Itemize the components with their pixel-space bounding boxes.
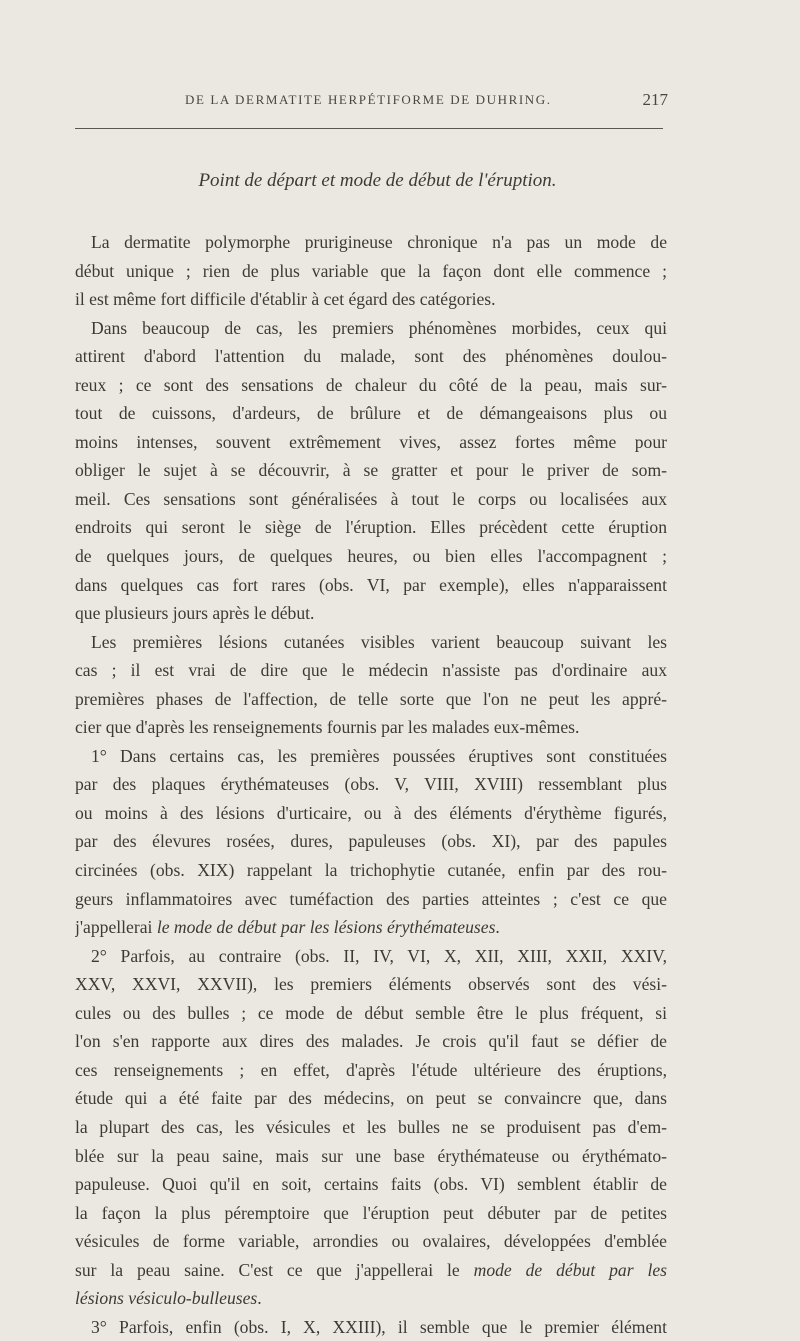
text-line <box>75 1084 667 1113</box>
text-line <box>75 1227 667 1256</box>
line-text: cier que d'après les renseignements fournis par les malades eux-mêmes. <box>75 717 580 738</box>
text-line <box>75 713 667 742</box>
line-text: 2° Parfois, au contraire (obs. II, IV, VI, X, XII, XIII, XXII, XXIV, <box>91 945 667 966</box>
line-text: reux ; ce sont des sensations de chaleur du côté de la peau, mais sur- <box>75 374 667 395</box>
line-text: de quelques jours, de quelques heures, ou bien elles l'accompagnent ; <box>75 546 667 567</box>
line-text: circinées (obs. XIX) rappelant la trichophytie cutanée, enfin par des rou- <box>75 860 667 881</box>
line-text: Dans beaucoup de cas, les premiers phénomènes morbides, ceux qui <box>91 317 667 338</box>
text-line <box>75 485 667 514</box>
text-line <box>75 228 667 257</box>
text-line <box>75 770 667 799</box>
line-text: moins intenses, souvent extrêmement vives, assez fortes même pour <box>75 431 667 452</box>
line-text: tout de cuissons, d'ardeurs, de brûlure et de démangeaisons plus ou <box>75 403 667 424</box>
text-line <box>75 1256 667 1285</box>
line-text: il est même fort difficile d'établir à cet égard des catégories. <box>75 289 496 310</box>
section-title: Point de départ et mode de début de l'éruption. <box>198 170 557 191</box>
line-text: endroits qui seront le siège de l'éruption. Elles précèdent cette éruption <box>75 517 667 538</box>
text-line <box>75 542 667 571</box>
line-text: . <box>495 917 500 938</box>
line-text: j'appellerai <box>75 917 157 938</box>
line-text: l'on s'en rapporte aux dires des malades. Je crois qu'il faut se défier de <box>75 1031 667 1052</box>
line-text: Les premières lésions cutanées visibles varient beaucoup suivant les <box>91 631 667 652</box>
text-line <box>75 1199 667 1228</box>
line-text: ces renseignements ; en effet, d'après l'étude ultérieure des éruptions, <box>75 1059 667 1080</box>
line-text: ou moins à des lésions d'urticaire, ou à des éléments d'érythème figurés, <box>75 802 667 823</box>
text-line <box>75 599 667 628</box>
line-text: . <box>257 1288 262 1309</box>
text-line <box>75 742 667 771</box>
line-text: geurs inflammatoires avec tuméfaction des parties atteintes ; c'est ce que <box>75 888 667 909</box>
line-text: premières phases de l'affection, de telle sorte que l'on ne peut les appré- <box>75 688 667 709</box>
text-line <box>75 656 667 685</box>
line-text: XXV, XXVI, XXVII), les premiers éléments observés sont des vési- <box>75 974 667 995</box>
line-text: par des élevures rosées, dures, papuleuses (obs. XI), par des papules <box>75 831 667 852</box>
text-line <box>75 942 667 971</box>
line-text: début unique ; rien de plus variable que la façon dont elle commence ; <box>75 260 667 281</box>
line-text: meil. Ces sensations sont généralisées à tout le corps ou localisées aux <box>75 488 667 509</box>
italic-text: mode de début par les <box>473 1259 667 1280</box>
italic-text: lésions vésiculo-bulleuses <box>75 1288 258 1309</box>
text-line <box>75 913 667 942</box>
line-text: étude qui a été faite par des médecins, on peut se convaincre que, dans <box>75 1088 667 1109</box>
header-rule <box>75 128 663 129</box>
text-line <box>75 885 667 914</box>
text-line <box>75 685 667 714</box>
line-text: la façon la plus péremptoire que l'éruption peut débuter par de petites <box>75 1202 667 1223</box>
text-line <box>75 342 667 371</box>
text-line <box>75 628 667 657</box>
line-text: La dermatite polymorphe prurigineuse chronique n'a pas un mode de <box>91 232 667 252</box>
text-line <box>75 1142 667 1171</box>
line-text: sur la peau saine. C'est ce que j'appellerai le <box>75 1259 474 1280</box>
text-line <box>75 1284 667 1313</box>
line-text: 1° Dans certains cas, les premières poussées éruptives sont constituées <box>91 745 667 766</box>
text-line <box>75 856 667 885</box>
line-text: papuleuse. Quoi qu'il en soit, certains faits (obs. VI) semblent établir de <box>75 1174 667 1195</box>
line-text: que plusieurs jours après le début. <box>75 603 315 624</box>
text-line <box>75 799 667 828</box>
text-line <box>75 1027 667 1056</box>
text-line <box>75 1170 667 1199</box>
text-line <box>75 1056 667 1085</box>
line-text: cules ou des bulles ; ce mode de début semble être le plus fréquent, si <box>75 1002 667 1023</box>
text-line <box>75 571 667 600</box>
line-text: 3° Parfois, enfin (obs. I, X, XXIII), il semble que le premier élément <box>91 1316 667 1337</box>
text-line <box>75 1113 667 1142</box>
line-text: cas ; il est vrai de dire que le médecin n'assiste pas d'ordinaire aux <box>75 660 667 681</box>
text-line <box>75 399 667 428</box>
line-text: dans quelques cas fort rares (obs. VI, par exemple), elles n'apparaissent <box>75 574 667 595</box>
text-line <box>75 970 667 999</box>
page-header <box>75 92 680 116</box>
text-line <box>75 1313 667 1341</box>
line-text: par des plaques érythémateuses (obs. V, VIII, XVIII) ressemblant plus <box>75 774 667 795</box>
text-line <box>75 257 667 286</box>
line-text: blée sur la peau saine, mais sur une base érythémateuse ou érythémato- <box>75 1145 667 1166</box>
line-text: obliger le sujet à se découvrir, à se gratter et pour le priver de som- <box>75 460 667 481</box>
page-number: 217 <box>642 90 668 109</box>
line-text: la plupart des cas, les vésicules et les bulles ne se produisent pas d'em- <box>75 1116 667 1137</box>
body-text <box>75 228 667 1341</box>
text-line <box>75 285 667 314</box>
text-line <box>75 314 667 343</box>
italic-text: le mode de début par les lésions érythémateuses <box>156 917 496 938</box>
text-line <box>75 827 667 856</box>
line-text: attirent d'abord l'attention du malade, sont des phénomènes doulou- <box>75 346 667 367</box>
line-text: vésicules de forme variable, arrondies ou ovalaires, développées d'emblée <box>75 1231 667 1252</box>
running-head: DE LA DERMATITE HERPÉTIFORME DE DUHRING. <box>185 92 552 107</box>
text-line <box>75 428 667 457</box>
text-line <box>75 999 667 1028</box>
text-line <box>75 456 667 485</box>
text-line <box>75 513 667 542</box>
text-line <box>75 371 667 400</box>
